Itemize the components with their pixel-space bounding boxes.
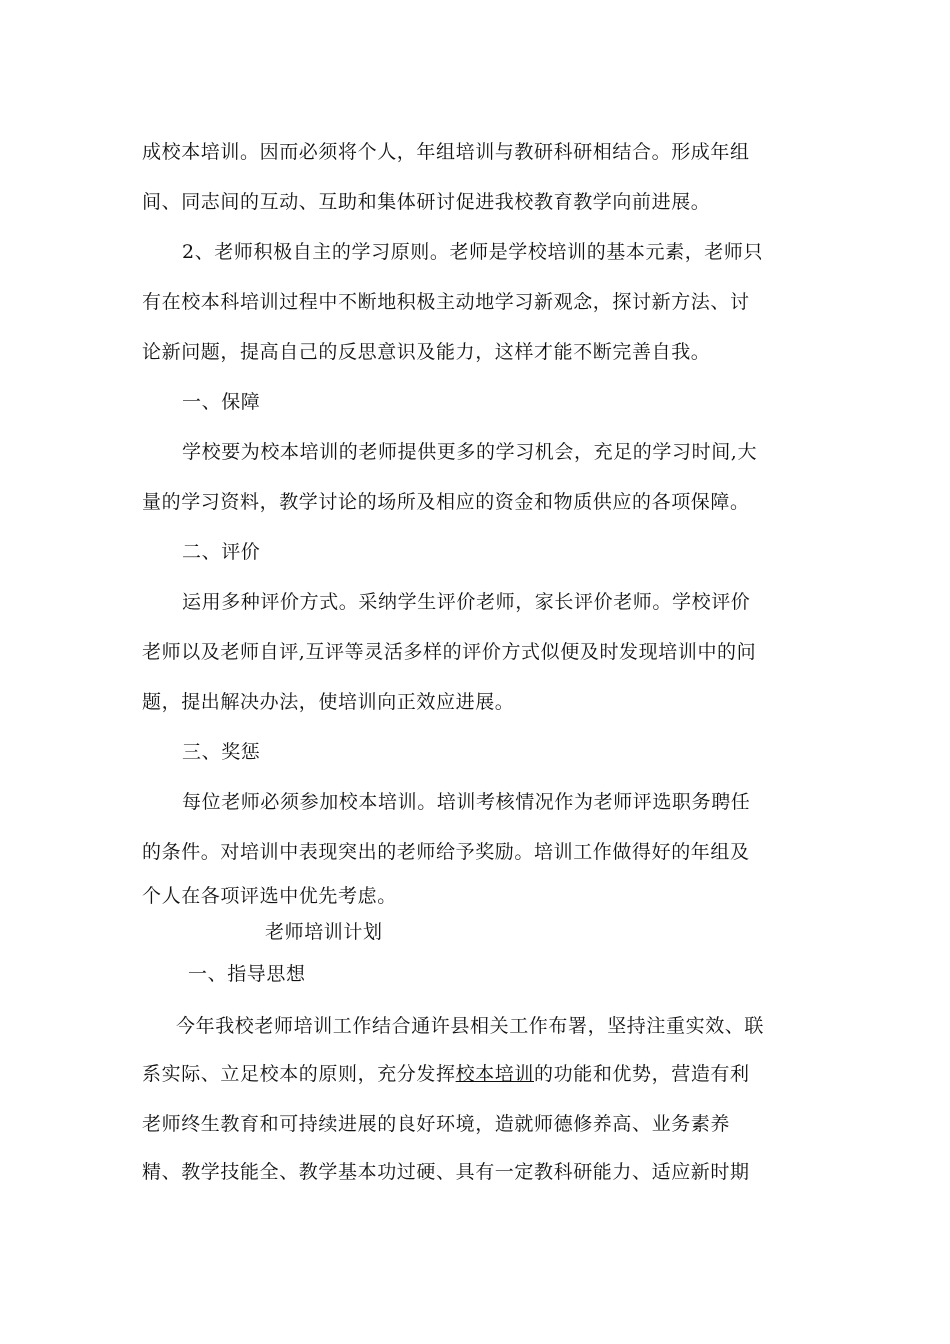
body-text-line: 量的学习资料，教学讨论的场所及相应的资金和物质供应的各项保障。	[142, 491, 750, 513]
body-text-line: 今年我校老师培训工作结合通许县相关工作布署，坚持注重实效、联	[176, 1015, 765, 1037]
body-text-line: 老师以及老师自评,互评等灵活多样的评价方式似便及时发现培训中的问	[142, 641, 757, 663]
document-title: 老师培训计划	[265, 921, 383, 943]
section-heading-evaluation: 二、评价	[182, 541, 261, 563]
body-text-line: 有在校本科培训过程中不断地积极主动地学习新观念，探讨新方法、讨	[142, 291, 750, 313]
body-text-line: 的条件。对培训中表现突出的老师给予奖励。培训工作做得好的年组及	[142, 841, 750, 863]
body-text-line	[142, 1062, 822, 1086]
body-text-line: 学校要为校本培训的老师提供更多的学习机会，充足的学习时间,大	[182, 441, 758, 463]
section-heading-guiding-thought: 一、指导思想	[188, 963, 306, 985]
body-text-line: 成校本培训。因而必须将个人，年组培训与教研科研相结合。形成年组	[142, 141, 750, 163]
body-text-line: 个人在各项评选中优先考虑。	[142, 885, 397, 907]
body-text-line: 2、老师积极自主的学习原则。老师是学校培训的基本元素，老师只	[182, 241, 764, 263]
body-text-line: 间、同志间的互动、互助和集体研讨促进我校教育教学向前进展。	[142, 191, 711, 213]
school-training-link[interactable]: 校本培训	[455, 1063, 535, 1085]
body-text-line: 运用多种评价方式。采纳学生评价老师，家长评价老师。学校评价	[182, 591, 751, 613]
body-text-line: 老师终生教育和可持续进展的良好环境，造就师德修养高、业务素养	[142, 1113, 731, 1135]
section-heading-rewards: 三、奖惩	[182, 741, 261, 763]
body-text-line: 论新问题，提高自己的反思意识及能力，这样才能不断完善自我。	[142, 341, 711, 363]
body-text-line: 每位老师必须参加校本培训。培训考核情况作为老师评选职务聘任	[182, 791, 751, 813]
text-segment: 系实际、立足校本的原则，充分发挥	[142, 1063, 456, 1085]
body-text-line: 题，提出解决办法，使培训向正效应进展。	[142, 691, 515, 713]
text-segment: 的功能和优势，营造有利	[534, 1063, 750, 1085]
section-heading-guarantee: 一、保障	[182, 391, 261, 413]
body-text-line: 精、教学技能全、教学基本功过硬、具有一定教科研能力、适应新时期	[142, 1161, 750, 1183]
